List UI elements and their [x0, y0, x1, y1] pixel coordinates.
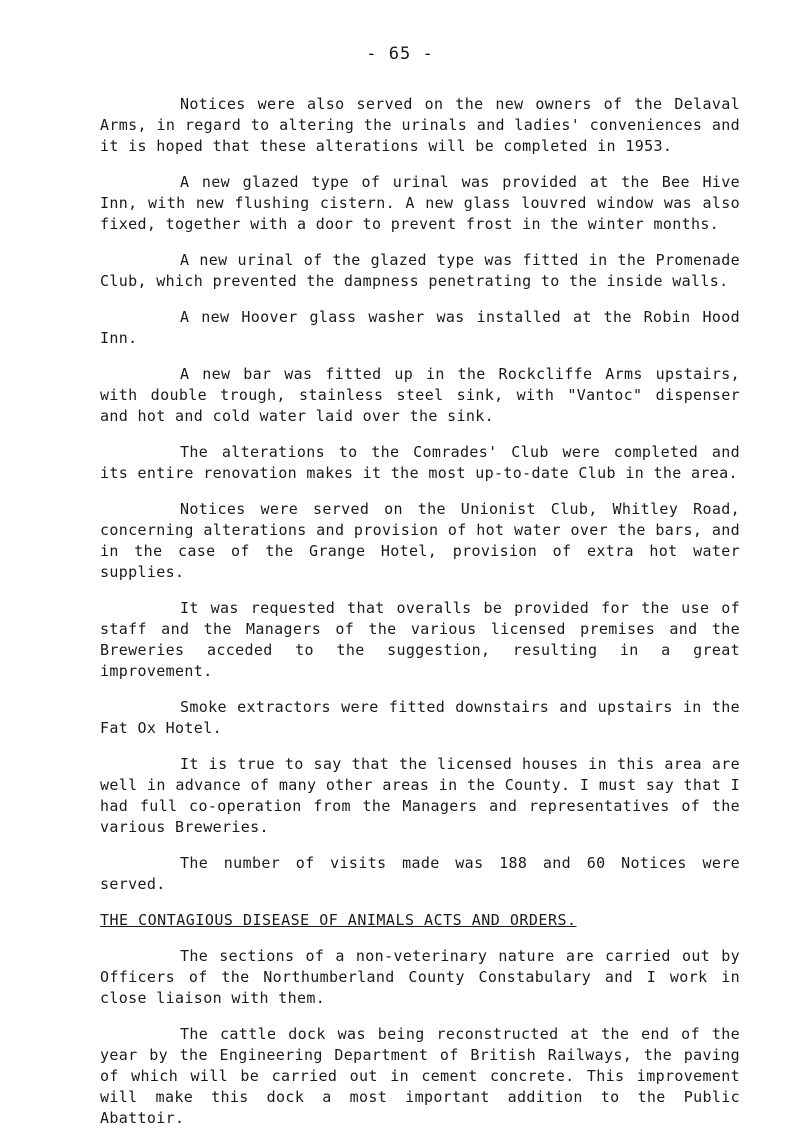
paragraph-comrades-club: The alterations to the Comrades' Club were completed and its entire renovation makes it the most up-to-date Club in the area.	[100, 443, 740, 482]
paragraph-fat-ox-hotel: Smoke extractors were fitted downstairs and upstairs in the Fat Ox Hotel.	[100, 698, 740, 737]
paragraph-bee-hive-inn: A new glazed type of urinal was provided at the Bee Hive Inn, with new flushing cistern. A new glass louvred window was also fixed, together with a door to prevent frost in the winter months.	[100, 173, 740, 233]
paragraph-delaval-arms: Notices were also served on the new owners of the Delaval Arms, in regard to altering the urinals and ladies' conveniences and it is hoped that these alterations will be completed in 1953.	[100, 95, 740, 155]
paragraph-rockcliffe-arms: A new bar was fitted up in the Rockcliffe Arms upstairs, with double trough, stainless steel sink, with "Vantoc" dispenser and hot and cold water laid over the sink.	[100, 365, 740, 425]
paragraph-unionist-club: Notices were served on the Unionist Club, Whitley Road, concerning alterations and provision of hot water over the bars, and in the case of the Grange Hotel, provision of extra hot water supplies.	[100, 500, 740, 581]
paragraph-overalls: It was requested that overalls be provided for the use of staff and the Managers of the various licensed premises and the Breweries acceded to the suggestion, resulting in a great improvement.	[100, 599, 740, 680]
paragraph-constabulary: The sections of a non-veterinary nature are carried out by Officers of the Northumberland County Constabulary and I work in close liaison with them.	[100, 947, 740, 1007]
paragraph-licensed-houses: It is true to say that the licensed houses in this area are well in advance of many other areas in the County. I must say that I had full co-operation from the Managers and representatives of the various Breweries.	[100, 755, 740, 836]
section-heading: THE CONTAGIOUS DISEASE OF ANIMALS ACTS AND ORDERS.	[100, 911, 577, 929]
paragraph-visits-summary: The number of visits made was 188 and 60 Notices were served.	[100, 854, 740, 893]
paragraph-robin-hood-inn: A new Hoover glass washer was installed at the Robin Hood Inn.	[100, 308, 740, 347]
paragraph-cattle-dock: The cattle dock was being reconstructed at the end of the year by the Engineering Department of British Railways, the paving of which will be carried out in cement concrete. This improvement will make this dock a most important addition to the Public Abattoir.	[100, 1025, 740, 1127]
page-number: - 65 -	[366, 44, 434, 64]
document-body	[100, 94, 740, 1144]
paragraph-promenade-club: A new urinal of the glazed type was fitted in the Promenade Club, which prevented the dampness penetrating to the inside walls.	[100, 251, 740, 290]
